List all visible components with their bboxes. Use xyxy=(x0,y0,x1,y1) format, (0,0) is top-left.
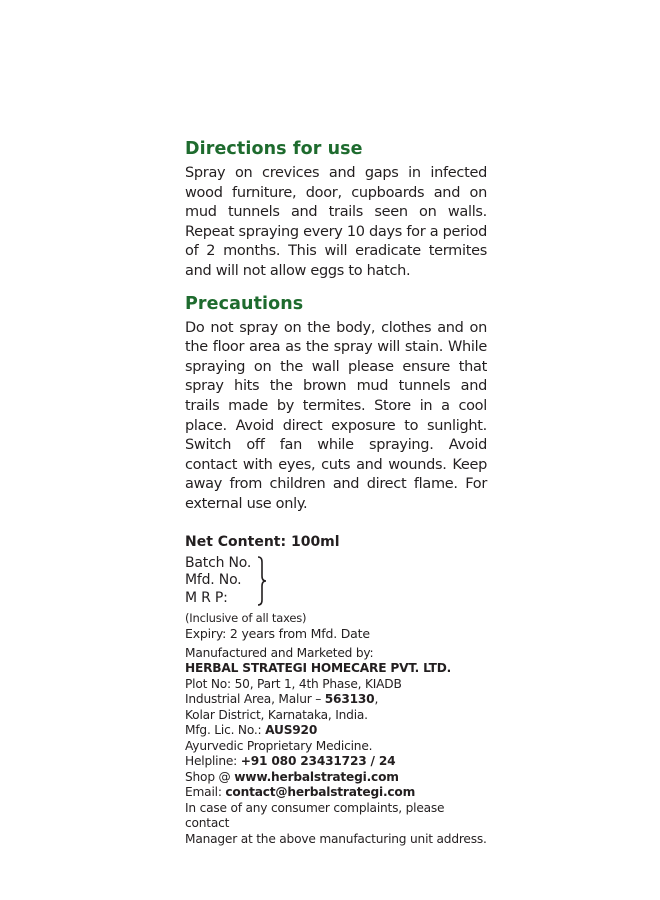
mfd-number-label: Mfd. No. xyxy=(185,572,242,588)
category-line: Ayurvedic Proprietary Medicine. xyxy=(185,738,373,753)
helpline-line: Helpline: +91 080 23431723 / 24 xyxy=(185,754,396,768)
helpline-number: +91 080 23431723 / 24 xyxy=(240,754,396,768)
manufacturer-intro: Manufactured and Marketed by: xyxy=(185,645,374,660)
product-label xyxy=(185,138,487,847)
tax-note: (Inclusive of all taxes) xyxy=(185,610,307,625)
net-content: Net Content: 100ml xyxy=(185,533,340,550)
batch-fields xyxy=(185,555,487,611)
manufacturer-block xyxy=(185,646,487,848)
company-name: HERBAL STRATEGI HOMECARE PVT. LTD. xyxy=(185,661,452,675)
shop-url: www.herbalstrategi.com xyxy=(234,769,399,784)
license-number: AUS920 xyxy=(265,723,318,737)
precautions-text: Do not spray on the body, clothes and on the floor area as the spray will stain. While spraying on the wall please ensure that spray hits the brown mud tunnels and trails made by termites. Store in a cool place. Avoid direct exposure to sunlight. Switch off fan while spraying. Avoid contact with eyes, cuts and wounds. Keep away from children and direct flame. For external use only. xyxy=(185,319,487,512)
email-address: contact@herbalstrategi.com xyxy=(225,785,416,799)
address-line-2: Industrial Area, Malur – 563130, xyxy=(185,692,379,706)
expiry-text: Expiry: 2 years from Mfd. Date xyxy=(185,625,370,641)
directions-text: Spray on crevices and gaps in infected wood furniture, door, cupboards and on mud tunnels and trails seen on walls. Repeat spraying every 10 days for a period of 2 months. This will eradicate termites and will not allow eggs to hatch. xyxy=(185,165,487,279)
email-line: Email: contact@herbalstrategi.com xyxy=(185,785,416,799)
batch-number-label: Batch No. xyxy=(185,554,252,571)
complaint-line-1: In case of any consumer complaints, please contact xyxy=(185,800,445,830)
mrp-label: M R P: xyxy=(185,589,228,606)
complaint-line-2: Manager at the above manufacturing unit address. xyxy=(185,831,487,846)
brace-icon xyxy=(257,556,267,606)
precautions-heading: Precautions xyxy=(185,293,304,314)
directions-heading: Directions for use xyxy=(185,139,363,159)
address-line-1: Plot No: 50, Part 1, 4th Phase, KIADB xyxy=(185,676,402,691)
license-line: Mfg. Lic. No.: AUS920 xyxy=(185,723,318,737)
shop-line: Shop @ www.herbalstrategi.com xyxy=(185,769,399,784)
address-line-3: Kolar District, Karnataka, India. xyxy=(185,707,368,722)
pincode: 563130 xyxy=(324,692,375,706)
